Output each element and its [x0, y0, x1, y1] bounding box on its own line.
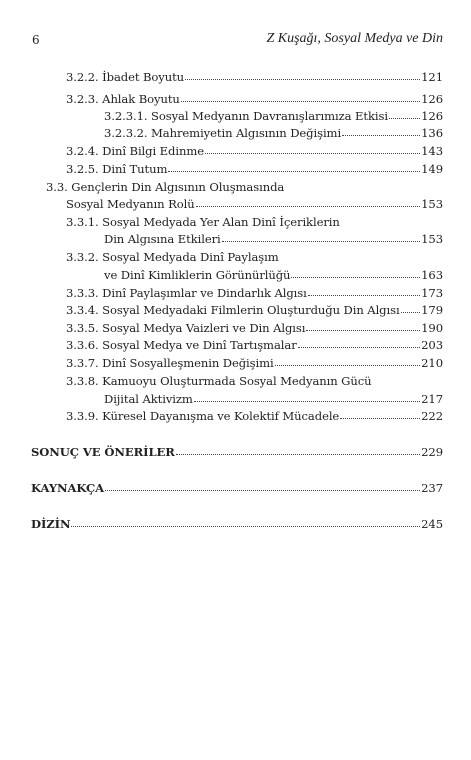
toc-entry-title: 3.2.3.1. Sosyal Medyanın Davranışlarımıza Etkisi	[104, 109, 388, 123]
toc-entry-3-2-5[interactable]	[66, 162, 443, 176]
toc-entry-3-3-8[interactable]	[104, 392, 443, 406]
toc-entry-title: 3.2.4. Dinî Bilgi Edinme	[66, 144, 204, 158]
toc-entry-title: 3.3.4. Sosyal Medyadaki Filmlerin Oluşturduğu Din Algısı	[66, 303, 400, 317]
toc-entry-title: Dijital Aktivizm	[104, 392, 193, 406]
dot-leader	[342, 125, 420, 136]
toc-entry-3-3-2[interactable]	[104, 268, 443, 282]
toc-entry-page: 173	[421, 286, 443, 300]
toc-entry-3-3-1-line1[interactable]: 3.3.1. Sosyal Medyada Yer Alan Dinî İçeriklerin	[66, 215, 340, 229]
toc-entry-page: 217	[421, 392, 443, 406]
dot-leader	[196, 196, 421, 207]
toc-entry-page: 210	[421, 356, 443, 370]
dot-leader	[181, 91, 420, 102]
toc-entry-page: 126	[421, 109, 443, 123]
toc-entry-sonuc[interactable]	[31, 445, 443, 459]
toc-entry-page: 222	[421, 409, 443, 423]
toc-entry-3-2-4[interactable]	[66, 144, 443, 158]
toc-entry-3-2-3[interactable]	[66, 92, 443, 106]
toc-entry-title: 3.3.7. Dinî Sosyalleşmenin Değişimi	[66, 356, 274, 370]
page-number: 6	[32, 33, 40, 47]
toc-entry-title: Din Algısına Etkileri	[104, 232, 221, 246]
dot-leader	[185, 69, 420, 80]
dot-leader	[176, 444, 420, 455]
toc-entry-title: 3.2.2. İbadet Boyutu	[66, 70, 185, 84]
dot-leader	[222, 231, 420, 242]
running-title: Z Kuşağı, Sosyal Medya ve Din	[266, 31, 443, 46]
toc-entry-3-3-9[interactable]	[66, 409, 443, 423]
toc-entry-title: 3.2.3.2. Mahremiyetin Algısının Değişimi	[104, 126, 342, 140]
toc-entry-3-3-4[interactable]	[66, 303, 443, 317]
dot-leader	[308, 285, 420, 296]
toc-entry-title: SONUÇ VE ÖNERİLER	[31, 445, 175, 459]
dot-leader	[298, 337, 421, 348]
toc-entry-title: ve Dinî Kimliklerin Görünürlüğü	[104, 268, 291, 282]
dot-leader	[168, 161, 420, 172]
toc-entry-3-3-8-line1[interactable]: 3.3.8. Kamuoyu Oluşturmada Sosyal Medyanın Gücü	[66, 374, 372, 388]
toc-entry-kaynakca[interactable]	[31, 481, 443, 495]
toc-entry-page: 237	[421, 481, 443, 495]
toc-entry-3-3-5[interactable]	[66, 321, 443, 335]
toc-entry-3-3[interactable]	[66, 197, 443, 211]
toc-entry-3-3-6[interactable]	[66, 338, 443, 352]
toc-entry-3-2-3-2[interactable]	[104, 126, 443, 140]
toc-entry-page: 229	[421, 445, 443, 459]
dot-leader	[275, 355, 421, 366]
toc-entry-title: 3.3.6. Sosyal Medya ve Dinî Tartışmalar	[66, 338, 297, 352]
dot-leader	[340, 408, 420, 419]
dot-leader	[205, 143, 420, 154]
toc-entry-page: 149	[421, 162, 443, 176]
toc-entry-page: 143	[421, 144, 443, 158]
dot-leader	[71, 516, 420, 527]
toc-entry-3-3-2-line1[interactable]: 3.3.2. Sosyal Medyada Dinî Paylaşım	[66, 250, 279, 264]
dot-leader	[105, 480, 420, 491]
toc-entry-page: 245	[421, 517, 443, 531]
toc-entry-title: Sosyal Medyanın Rolü	[66, 197, 195, 211]
toc-entry-title: 3.3.9. Küresel Dayanışma ve Kolektif Mücadele	[66, 409, 340, 423]
toc-entry-title: DİZİN	[31, 517, 71, 531]
toc-entry-title: 3.2.5. Dinî Tutum	[66, 162, 168, 176]
toc-entry-page: 203	[421, 338, 443, 352]
toc-entry-title: KAYNAKÇA	[31, 481, 105, 495]
dot-leader	[306, 320, 420, 331]
toc-entry-title: 3.3.5. Sosyal Medya Vaizleri ve Din Algısı	[66, 321, 306, 335]
toc-entry-3-3-1[interactable]	[104, 232, 443, 246]
toc-entry-page: 153	[421, 232, 443, 246]
toc-entry-3-3-line1[interactable]: 3.3. Gençlerin Din Algısının Oluşmasında	[46, 180, 285, 194]
toc-entry-3-3-7[interactable]	[66, 356, 443, 370]
dot-leader	[194, 391, 420, 402]
toc-entry-page: 126	[421, 92, 443, 106]
toc-entry-3-3-3[interactable]	[66, 286, 443, 300]
dot-leader	[401, 302, 421, 313]
toc-entry-page: 190	[421, 321, 443, 335]
toc-entry-page: 153	[421, 197, 443, 211]
toc-entry-title: 3.2.3. Ahlak Boyutu	[66, 92, 180, 106]
dot-leader	[291, 267, 420, 278]
toc-entry-3-2-3-1[interactable]	[104, 109, 443, 123]
toc-entry-3-2-2[interactable]	[66, 70, 443, 84]
toc-entry-title: 3.3.3. Dinî Paylaşımlar ve Dindarlık Algısı	[66, 286, 307, 300]
toc-entry-page: 163	[421, 268, 443, 282]
toc-entry-page: 121	[421, 70, 443, 84]
toc-entry-dizin[interactable]	[31, 517, 443, 531]
dot-leader	[389, 108, 420, 119]
toc-entry-page: 179	[421, 303, 443, 317]
toc-entry-page: 136	[421, 126, 443, 140]
